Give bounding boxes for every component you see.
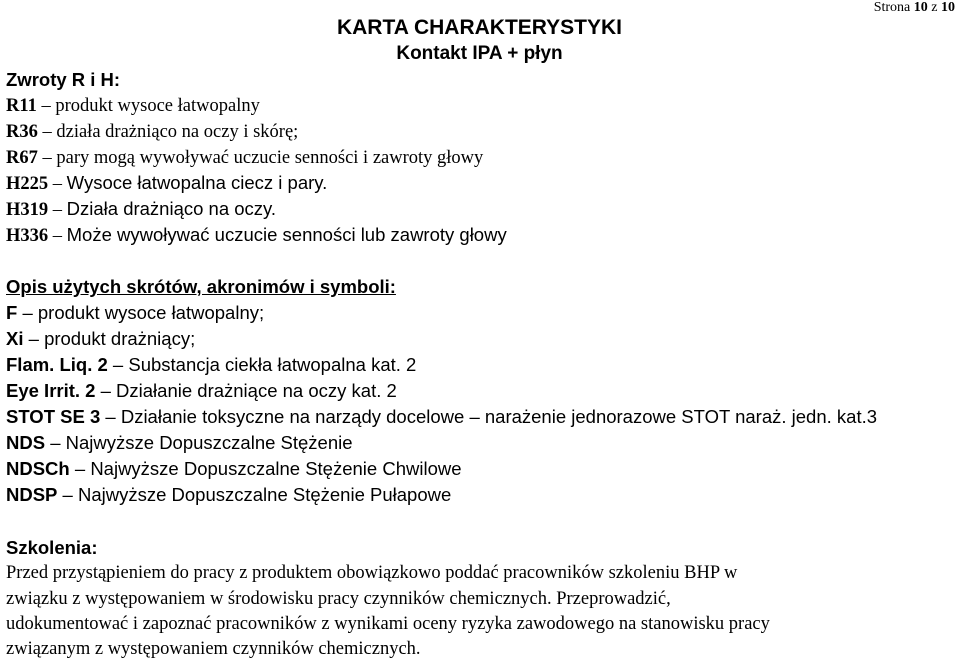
phrases-heading: Zwroty R i H: (6, 69, 121, 90)
training-text-line: Przed przystąpieniem do pracy z produktem obowiązkowo poddać pracowników szkoleniu BHP w (6, 563, 738, 583)
training-heading: Szkolenia: (6, 537, 98, 558)
training-text-line: związku z występowaniem w środowisku pracy czynników chemicznych. Przeprowadzić, (6, 589, 671, 609)
abbreviation-item: Xi – produkt drażniący; (6, 328, 196, 349)
abbreviation-item: NDSP – Najwyższe Dopuszczalne Stężenie Pułapowe (6, 484, 452, 505)
phrase-item: H225 – Wysoce łatwopalna ciecz i pary. (6, 172, 328, 194)
training-text-line: związanym z występowaniem czynników chemicznych. (6, 639, 421, 659)
abbreviation-item: NDSCh – Najwyższe Dopuszczalne Stężenie Chwilowe (6, 458, 462, 479)
phrase-item: H336 – Może wywoływać uczucie senności lub zawroty głowy (6, 224, 507, 246)
abbreviation-item: Flam. Liq. 2 – Substancja ciekła łatwopalna kat. 2 (6, 354, 417, 375)
phrase-item: H319 – Działa drażniąco na oczy. (6, 198, 277, 220)
document-subtitle: Kontakt IPA + płyn (396, 43, 563, 63)
phrase-item: R36 – działa drażniąco na oczy i skórę; (6, 122, 299, 142)
abbreviation-item: NDS – Najwyższe Dopuszczalne Stężenie (6, 432, 353, 453)
phrase-item: R67 – pary mogą wywoływać uczucie senności i zawroty głowy (6, 148, 484, 168)
page-number: Strona 10 z 10 (873, 0, 955, 15)
phrase-item: R11 – produkt wysoce łatwopalny (6, 96, 260, 116)
abbreviation-item: Eye Irrit. 2 – Działanie drażniące na oczy kat. 2 (6, 380, 397, 401)
training-text-line: udokumentować i zapoznać pracowników z wynikami oceny ryzyka zawodowego na stanowisku pracy (6, 614, 770, 634)
document-title: KARTA CHARAKTERYSTYKI (336, 16, 623, 39)
page-header (0, 0, 959, 70)
abbreviations-heading: Opis użytych skrótów, akronimów i symboli: (6, 276, 396, 297)
abbreviation-item: F – produkt wysoce łatwopalny; (6, 302, 265, 323)
abbreviation-item: STOT SE 3 – Działanie toksyczne na narządy docelowe – narażenie jednorazowe STOT naraż. jedn. kat.3 (6, 406, 878, 427)
